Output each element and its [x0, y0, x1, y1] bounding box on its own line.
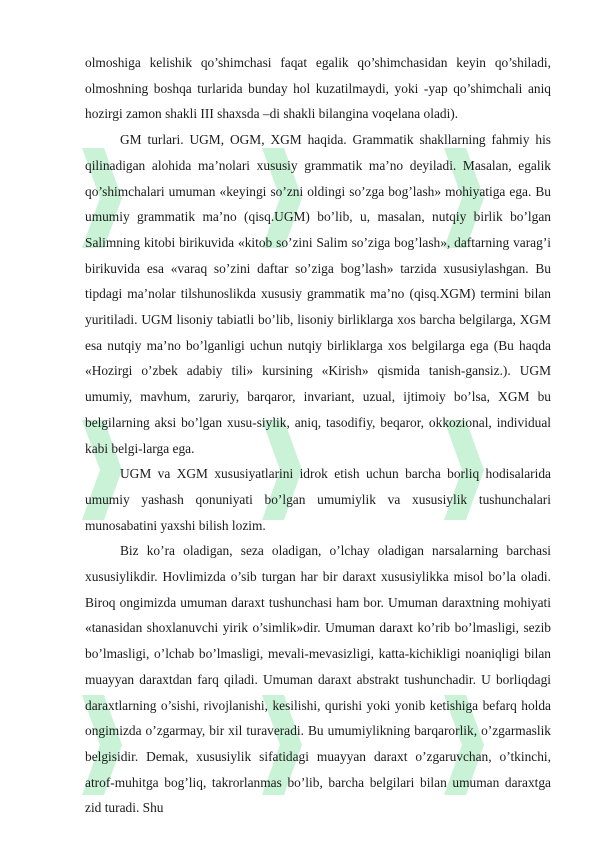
paragraph-4: Biz ko’ra oladigan, seza oladigan, o’lchay oladigan narsalarning barchasi xususiylikdir. Hovlimizda o’sib turgan har bir daraxt xususiylikka misol bo’la oladi. Biroq ongimizda umuman daraxt tushunchasi ham bor. Umuman daraxtning mohiyati «tanasidan shoxlanuvchi yirik o’simlik»dir. Umuman daraxt ko’rib bo’lmasligi, sezib bo’lmasligi, o’lchab bo’lmasligi, mevali-mevasizligi, katta-kichikligi noaniqligi bilan muayyan daraxtdan farq qiladi. Umuman daraxt abstrakt tushunchadir. U borliqdagi daraxtlarning o’sishi, rivojlanishi, kesilishi, qurishi yoki yonib ketishiga befarq holda ongimizda o’zgarmay, bir xil turaveradi. Bu umumiylikning barqarorlik, o’zgarmaslik belgisidir. Demak, xususiylik sifatidagi muayyan daraxt o’zgaruvchan, o’tkinchi, atrof-muhitga bog’liq, takrorlanmas bo’lib, barcha belgilari bilan umuman daraxtga zid turadi. Shu [85, 543, 551, 816]
paragraph-1: olmoshiga kelishik qo’shimchasi faqat egalik qo’shimchasidan keyin qo’shiladi, olmoshning boshqa turlarida bunday hol kuzatilmaydi, yoki -yap qo’shimchali aniq hozirgi zamon shakli III shaxsda –di shakli bilangina voqelana oladi). [85, 55, 551, 122]
paragraph-3: UGM va XGM xususiyatlarini idrok etish uchun barcha borliq hodisalarida umumiy yashash qonuniyati bo’lgan umumiylik va xususiylik tushunchalari munosabatini yaxshi bilish lozim. [85, 466, 551, 533]
document-body [85, 50, 551, 821]
paragraph-2: GM turlari. UGM, OGM, XGM haqida. Grammatik shakllarning fahmiy his qilinadigan alohida ma’nolari xususiy grammatik ma’no deyiladi. Masalan, egalik qo’shimchalari umuman «keyingi so’zni oldingi so’zga bog’lash» mohiyatiga ega. Bu umumiy grammatik ma’no (qisq.UGM) bo’lib, u, masalan, nutqiy birlik bo’lgan Salimning kitobi birikuvida «kitob so’zini Salim so’ziga bog’lash», daftarning varag’i birikuvida esa «varaq so’zini daftar so’ziga bog’lash» tarzida xususiylashgan. Bu tipdagi ma’nolar tilshunoslikda xususiy grammatik ma’no (qisq.XGM) termini bilan yuritiladi. UGM lisoniy tabiatli bo’lib, lisoniy birliklarga xos barcha belgilarga, XGM esa nutqiy ma’no bo’lganligi uchun nutqiy birliklarga xos belgilarga ega (Bu haqda «Hozirgi o’zbek adabiy tili» kursining «Kirish» qismida tanish-gansiz.). UGM umumiy, mavhum, zaruriy, barqaror, invariant, uzual, ijtimoiy bo’lsa, XGM bu belgilarning aksi bo’lgan xusu-siylik, aniq, tasodifiy, beqaror, okkozional, individual kabi belgi-larga ega. [85, 132, 551, 456]
